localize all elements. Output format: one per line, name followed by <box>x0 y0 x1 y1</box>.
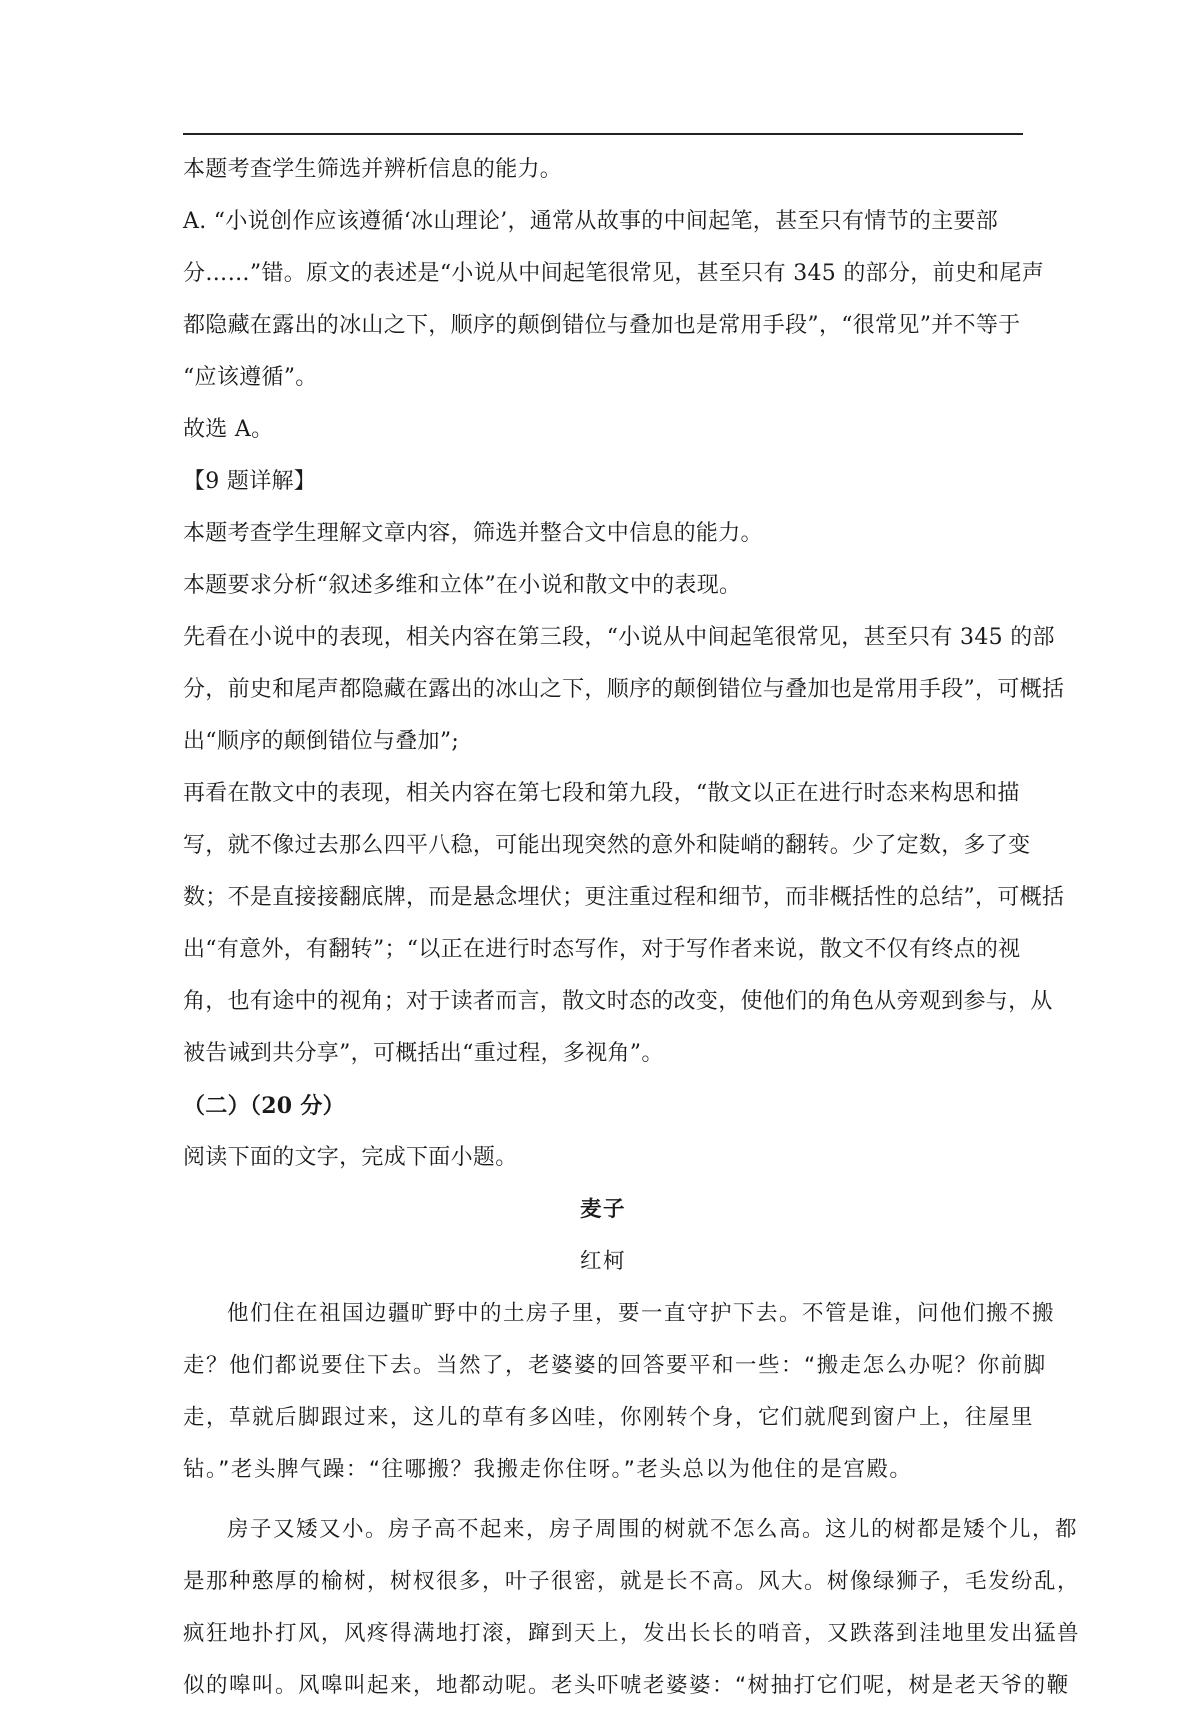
question-detail-heading: 【9 题详解】 <box>183 469 317 494</box>
analysis-line: 出“有意外，有翻转”；“以正在进行时态写作，对于写作者来说，散文不仅有终点的视 <box>183 937 1021 962</box>
story-line: 房子又矮又小。房子高不起来，房子周围的树就不怎么高。这儿的树都是矮个儿，都 <box>227 1517 1079 1542</box>
story-paragraph-2 <box>183 1512 1081 1720</box>
analysis-line: 写，就不像过去那么四平八稳，可能出现突然的意外和陡峭的翻转。少了定数，多了变 <box>183 833 1031 858</box>
story-line: 疯狂地扑打风，风疼得满地打滚，蹿到天上，发出长长的哨音，又跌落到洼地里发出猛兽 <box>183 1621 1081 1646</box>
analysis-line: “应该遵循”。 <box>183 365 318 390</box>
story-line: 似的嗥叫。风嗥叫起来，地都动呢。老头吓唬老婆婆：“树抽打它们呢，树是老天爷的鞭 <box>183 1673 1070 1698</box>
document-body <box>183 152 1081 1720</box>
story-title: 麦子 <box>579 1197 626 1222</box>
section-heading: （二）（20 分） <box>183 1093 345 1119</box>
analysis-line: 本题考查学生理解文章内容，筛选并整合文中信息的能力。 <box>183 521 763 546</box>
analysis-line: 出“顺序的颠倒错位与叠加”; <box>183 729 460 754</box>
section-instruction: 阅读下面的文字，完成下面小题。 <box>183 1145 518 1170</box>
analysis-line: 角，也有途中的视角；对于读者而言，散文时态的改变，使他们的角色从旁观到参与，从 <box>183 989 1053 1014</box>
story-line: 他们住在祖国边疆旷野中的土房子里，要一直守护下去。不管是谁，问他们搬不搬 <box>227 1301 1056 1326</box>
analysis-line: A. “小说创作应该遵循‘冰山理论’，通常从故事的中间起笔，甚至只有情节的主要部 <box>183 209 999 234</box>
analysis-line: 分，前史和尾声都隐藏在露出的冰山之下，顺序的颠倒错位与叠加也是常用手段”，可概括 <box>183 677 1065 702</box>
analysis-line: 本题要求分析“叙述多维和立体”在小说和散文中的表现。 <box>183 573 742 598</box>
story-line: 走，草就后脚跟过来，这儿的草有多凶哇，你刚转个身，它们就爬到窗户上，往屋里 <box>183 1405 1035 1430</box>
analysis-line: 数；不是直接接翻底牌，而是悬念埋伏；更注重过程和细节，而非概括性的总结”，可概括 <box>183 885 1065 910</box>
story-line: 是那种憨厚的榆树，树杈很多，叶子很密，就是长不高。风大。树像绿狮子，毛发纷乱， <box>183 1569 1081 1594</box>
analysis-line: 分……”错。原文的表述是“小说从中间起笔很常见，甚至只有 345 的部分，前史和尾声 <box>183 261 1045 286</box>
analysis-line: 故选 A。 <box>183 417 274 442</box>
analysis-line: 被告诫到共分享”，可概括出“重过程，多视角”。 <box>183 1041 664 1066</box>
analysis-line: 再看在散文中的表现，相关内容在第七段和第九段，“散文以正在进行时态来构思和描 <box>183 781 1020 806</box>
analysis-line: 本题考查学生筛选并辨析信息的能力。 <box>183 157 563 182</box>
header-rule <box>183 133 1023 135</box>
analysis-line: 先看在小说中的表现，相关内容在第三段，“小说从中间起笔很常见，甚至只有 345 的部 <box>183 625 1055 650</box>
story-author: 红柯 <box>579 1249 626 1274</box>
story-line: 走？他们都说要住下去。当然了，老婆婆的回答要平和一些：“搬走怎么办呢？你前脚 <box>183 1353 1047 1378</box>
analysis-line: 都隐藏在露出的冰山之下，顺序的颠倒错位与叠加也是常用手段”，“很常见”并不等于 <box>183 313 1021 338</box>
story-line: 钻。”老头脾气躁：“往哪搬？我搬走你住呀。”老头总以为他住的是宫殿。 <box>183 1457 913 1482</box>
story-paragraph-1 <box>183 1296 1056 1504</box>
